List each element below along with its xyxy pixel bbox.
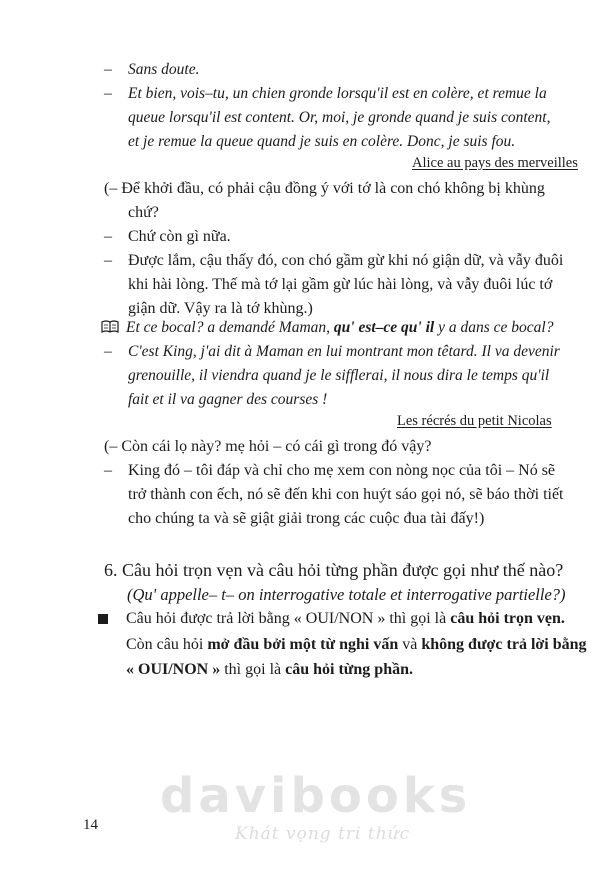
- dash: –: [104, 252, 112, 269]
- vn-line-2: chứ?: [128, 204, 159, 221]
- vn-line-3: Chứ còn gì nữa.: [128, 228, 231, 245]
- watermark-logo: davibooks: [160, 768, 472, 824]
- vn-line-5: khi hài lòng. Thế mà tớ lại gầm gừ lúc hài lòng, và vẫy đuôi lúc tớ: [128, 276, 553, 293]
- square-bullet-icon: [98, 614, 108, 624]
- fr-line-1: Sans doute.: [128, 61, 200, 78]
- vn-line-4: Được lắm, cậu thấy đó, con chó gầm gừ khi nó giận dữ, và vẫy đuôi: [128, 252, 564, 269]
- vn2-line-2: King đó – tôi đáp và chỉ cho mẹ xem con nòng nọc của tôi – Nó sẽ: [128, 462, 556, 479]
- dash: –: [104, 85, 112, 102]
- answer-line-1: Câu hỏi được trả lời bằng « OUI/NON » thì gọi là câu hỏi trọn vẹn.: [126, 610, 565, 627]
- fr2-line-1: Et ce bocal? a demandé Maman, qu' est–ce qu' il y a dans ce bocal?: [126, 319, 554, 336]
- answer-line-2: Còn câu hỏi mở đầu bởi một từ nghi vấn và không được trả lời bằng: [126, 636, 587, 653]
- vn-line-1: (– Để khởi đầu, có phải cậu đồng ý với tớ là con chó không bị khùng: [104, 180, 545, 197]
- page-number: 14: [83, 817, 98, 833]
- book-icon: [101, 320, 119, 334]
- dash: –: [104, 228, 112, 245]
- vn2-line-1: (– Còn cái lọ này? mẹ hỏi – có cái gì trong đó vậy?: [104, 438, 432, 455]
- source-citation: Les récrés du petit Nicolas: [397, 413, 552, 429]
- fr2-line-3: grenouille, il viendra quand je le sifflerai, il nous dira le temps qu'il: [128, 367, 550, 384]
- vn-line-6: giận dữ. Vậy ra là tớ khùng.): [128, 300, 313, 317]
- fr2-line-2: C'est King, j'ai dit à Maman en lui montrant mon têtard. Il va devenir: [128, 343, 560, 360]
- fr2-line-4: fait et il va gagner des courses !: [128, 391, 328, 408]
- answer-line-3: « OUI/NON » thì gọi là câu hỏi từng phần.: [126, 661, 413, 678]
- dash: –: [104, 343, 112, 360]
- watermark-tagline: Khát vọng tri thức: [235, 824, 411, 844]
- dash: –: [104, 462, 112, 479]
- dash: –: [104, 61, 112, 78]
- section-subheading: (Qu' appelle– t– on interrogative totale et interrogative partielle?): [127, 585, 566, 604]
- fr-line-4: et je remue la queue quand je suis en colère. Donc, je suis fou.: [128, 133, 516, 150]
- vn2-line-3: trở thành con ếch, nó sẽ đến khi con huýt sáo gọi nó, sẽ báo thời tiết: [128, 486, 564, 503]
- section-heading: 6. Câu hỏi trọn vẹn và câu hỏi từng phần được gọi như thế nào?: [104, 560, 564, 580]
- vn2-line-4: cho chúng ta và sẽ giật giải trong các cuộc đua tài đấy!): [128, 510, 485, 527]
- fr-line-2: Et bien, vois–tu, un chien gronde lorsqu'il est en colère, et remue la: [128, 85, 547, 102]
- fr-line-3: queue lorsqu'il est content. Or, moi, je gronde quand je suis content,: [128, 109, 551, 126]
- source-citation: Alice au pays des merveilles: [412, 155, 578, 171]
